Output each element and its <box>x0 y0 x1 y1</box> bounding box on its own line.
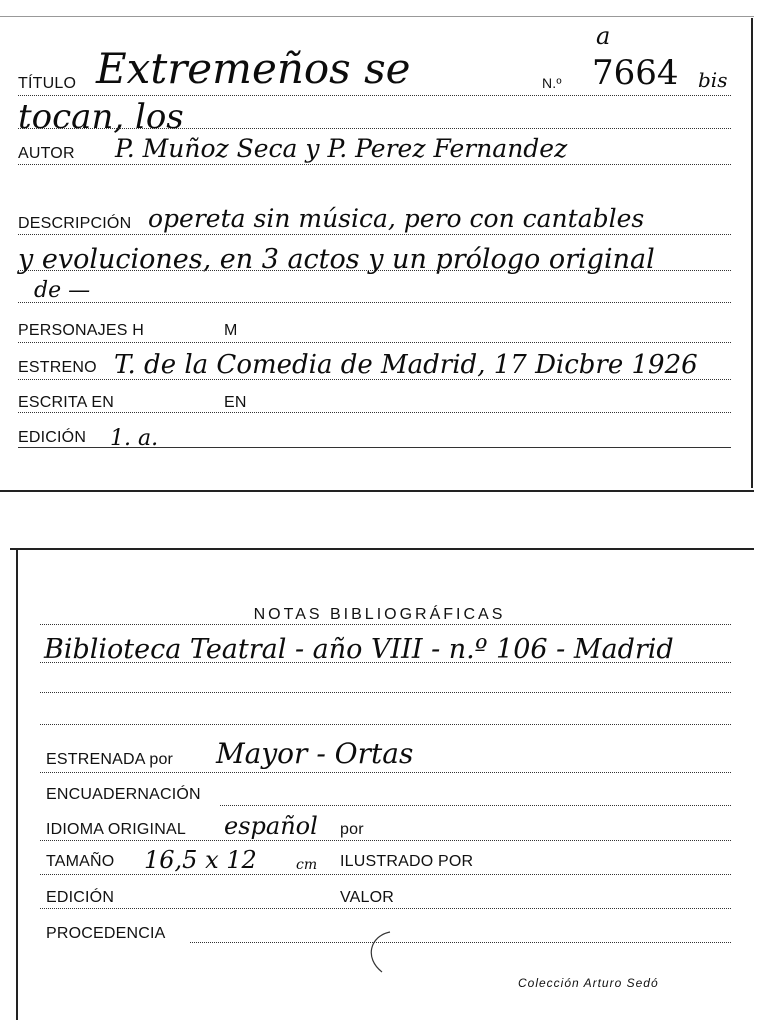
estrenada-rule <box>40 772 731 773</box>
tamano-unit: cm <box>296 857 318 873</box>
estreno-handwriting: T. de la Comedia de Madrid, 17 Dicbre 1926 <box>114 350 698 380</box>
notes-rule-1 <box>40 662 731 663</box>
description-line-2: y evoluciones, en 3 actos y un prólogo original <box>18 244 655 275</box>
pencil-mark <box>360 928 400 978</box>
description-rule-1 <box>18 234 731 235</box>
idioma-handwriting: español <box>224 812 318 840</box>
personajes-m-label: M <box>224 322 238 339</box>
personajes-label: PERSONAJES H <box>18 322 144 339</box>
title-continuation: tocan, los <box>18 97 184 137</box>
ilustrado-label: ILUSTRADO POR <box>340 853 474 870</box>
edicion-rule <box>40 908 731 909</box>
por-label: por <box>340 821 364 838</box>
valor-label: VALOR <box>340 889 395 906</box>
procedencia-rule <box>190 942 731 943</box>
description-rule-3 <box>18 302 731 303</box>
collection-signature: Colección Arturo Sedó <box>518 976 659 990</box>
tamano-label: TAMAÑO <box>46 853 115 870</box>
catalog-number: 7664 <box>592 53 679 93</box>
encuadernacion-rule <box>220 805 731 806</box>
author-label: AUTOR <box>18 145 75 162</box>
encuadernacion-label: ENCUADERNACIÓN <box>46 786 201 803</box>
number-label: N.º <box>542 75 562 91</box>
title-cont-rule <box>18 128 731 129</box>
card-bottom-edge <box>0 490 754 492</box>
estreno-rule <box>18 379 731 380</box>
en-label: EN <box>224 394 247 411</box>
procedencia-label: PROCEDENCIA <box>46 925 166 942</box>
back-edicion-label: EDICIÓN <box>46 889 115 906</box>
edicion-rule <box>18 447 731 448</box>
edicion-handwriting: 1. a. <box>110 426 159 451</box>
author-handwriting: P. Muñoz Seca y P. Perez Fernandez <box>115 134 568 163</box>
description-rule-2 <box>18 270 731 271</box>
idioma-label: IDIOMA ORIGINAL <box>46 821 186 838</box>
title-handwriting: Extremeños se <box>96 44 411 93</box>
description-label: DESCRIPCIÓN <box>18 215 132 232</box>
notes-title-rule <box>40 624 731 625</box>
description-line-3: de — <box>34 278 91 303</box>
estreno-label: ESTRENO <box>18 359 97 376</box>
description-line-1: opereta sin música, pero con cantables <box>148 204 645 233</box>
personajes-rule <box>18 342 731 343</box>
card-right-edge <box>751 18 753 488</box>
card-front <box>0 0 759 492</box>
notes-handwriting: Biblioteca Teatral - año VIII - n.º 106 - Madrid <box>44 634 674 665</box>
tamano-handwriting: 16,5 x 12 <box>144 846 257 874</box>
escrita-rule <box>18 412 731 413</box>
card-back <box>0 540 759 1028</box>
estrenada-label: ESTRENADA por <box>46 751 174 768</box>
card-top-edge <box>0 16 754 17</box>
number-suffix: bis <box>698 68 728 92</box>
edicion-label: EDICIÓN <box>18 429 87 446</box>
number-superscript: a <box>596 22 611 50</box>
estrenada-handwriting: Mayor - Ortas <box>216 737 414 770</box>
escrita-en-label: ESCRITA EN <box>18 394 114 411</box>
title-rule <box>18 95 731 96</box>
notes-rule-2 <box>40 692 731 693</box>
notes-rule-3 <box>40 724 731 725</box>
card-top-edge <box>10 548 754 550</box>
tamano-rule <box>40 874 731 875</box>
author-rule <box>18 164 731 165</box>
idioma-rule <box>40 840 731 841</box>
title-label: TÍTULO <box>18 75 77 92</box>
notes-title: NOTAS BIBLIOGRÁFICAS <box>253 606 506 623</box>
